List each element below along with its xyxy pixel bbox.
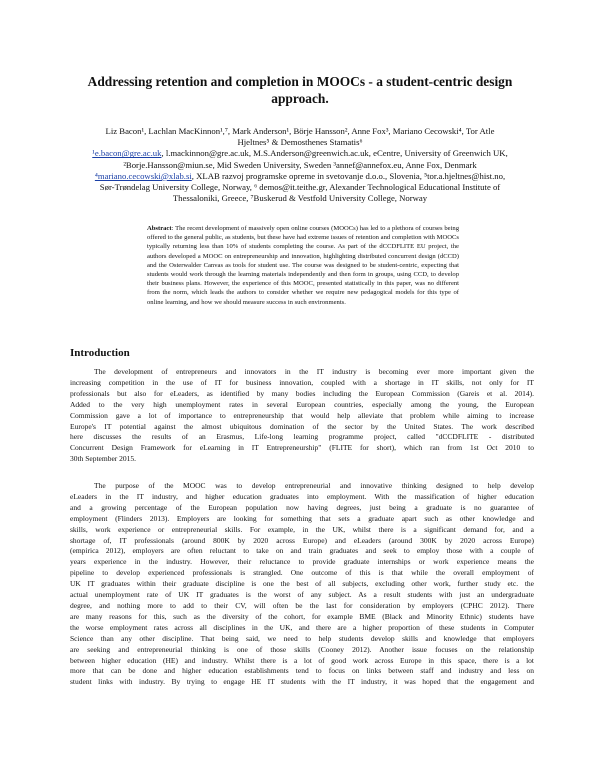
text-line: shortage of, IT professionals (around 800K by 2020 across Europe) and eLeaders (around 300K by 2020 across Europe)	[70, 535, 534, 545]
text-line: employment (Flinders 2013). Employers are looking for something that sets a graduate apart such as other knowledge and	[70, 513, 534, 523]
text-line: are seeking and entrepreneurial thinking is one of those skills (Cooney 2012). Another issue focuses on the relationship	[70, 644, 534, 654]
text-line: professionals but also for eLeaders, as identified by many bodies including the European Commission (Gareis et al. 2014).	[70, 388, 534, 398]
title-line: Addressing retention and completion in MOOCs - a student-centric design	[87, 74, 513, 89]
affiliation-line	[40, 171, 560, 182]
affiliation-text: , XLAB razvoj programske opreme in svetovanje d.o.o., Slovenia, ⁵tor.a.hjeltnes@hist.no,	[191, 170, 506, 181]
text-line: between higher education (HE) and industry. Whilst there is a lot of good work across Europe in this space, there is a lot	[70, 655, 534, 665]
title-line: approach.	[271, 91, 329, 106]
section-heading-introduction: Introduction	[70, 347, 130, 359]
text-line: eLeaders in the IT industry, and higher education graduates into employment. With the massification of higher education	[70, 491, 534, 501]
text-line: (empirica 2012), employers are often reluctant to take on and train graduates and seek to employ those with a couple of	[70, 546, 534, 556]
text-line: the worse employment rates across all disciplines in the UK, and there are a higher proportion of these students in Computer	[70, 622, 534, 632]
text-line: Added to the very high unemployment rates in several European countries, especially among the young, the European	[70, 399, 534, 409]
text-line: years experience in the industry. However, their reluctance to provide graduate internships or work experience means the	[70, 557, 534, 567]
author-line: Liz Bacon¹, Lachlan MacKinnon¹,⁷, Mark Anderson¹, Börje Hansson², Anne Fox³, Mariano Cecowski⁴, Tor Atle	[105, 126, 495, 136]
author-line: Hjeltnes⁵ & Demosthenes Stamatis⁶	[237, 137, 363, 148]
abstract-text: : The recent development of massively open online courses (MOOCs) has led to a plethora of courses being offered to the general public, as students, but these have had extreme issues of retention and completion with MOOCs typically returning less than 10% of students completing the course. As part of the dCCDFLITE EU project, the authors developed a MOOC on entrepreneurship and innovation, highlighting distributed concurrent design (dCCD) and the Osterwalder Canvas as tools for student use. The course was designed to be student-centric, expecting that students would work through the learning materials independently and then form in groups, using CCD, to develop their business plans. However, the experience of this MOOC, presented statistically in this paper, was no different from the norm, which leads the authors to consider whether we require new pedagogical models for this type of online learning, and how we should measure success in such environments.	[147, 225, 459, 306]
affiliation-line: Sør-Trøndelag University College, Norway, ⁶ demos@it.teithe.gr, Alexander Technological Educational Institute of	[99, 182, 501, 193]
affiliation-line: ²Borje.Hansson@miun.se, Mid Sweden University, Sweden ³annef@annefox.eu, Anne Fox, Denmark	[123, 159, 477, 170]
email-link[interactable]: ⁴mariano.cecowski@xlab.si	[94, 170, 192, 181]
text-line: Commission gave a lot of importance to entrepreneurship that would help alleviate that problem while aiming to increase	[70, 410, 534, 420]
text-line: and a growing percentage of the European population now having degrees, just being a graduate is no guarantee of	[70, 502, 534, 512]
text-line: more that can be done and higher education establishments tend to focus on links between staff and industry and less on	[70, 666, 534, 676]
text-line: Science than any other discipline. That being said, we need to help students develop skills and knowledge that employers	[70, 633, 534, 643]
paper-title	[70, 73, 530, 107]
body-paragraph	[70, 481, 534, 688]
author-block	[40, 126, 560, 204]
body-paragraph	[70, 367, 534, 465]
affiliation-line: Thessaloniki, Greece, ⁷Buskerud & Vestfold University College, Norway	[172, 193, 428, 204]
abstract	[147, 224, 459, 307]
text-line: here discusses the results of an Erasmus, Life-long learning programme project, called "dCCDFLITE - distributed	[70, 432, 534, 442]
text-line: degree, and nothing more to add to their CV, will often be the last for consideration by employers (CPHC 2012). There	[70, 600, 534, 610]
text-line: Concurrent Design Framework for eLearning in IT Entrepreneurship" (FLITE for short), which ran from 1st Oct 2010 to	[70, 443, 534, 453]
email-link[interactable]: ¹e.bacon@gre.ac.uk	[92, 148, 162, 159]
text-line: The development of entrepreneurs and innovators in the IT industry is becoming ever more important given the	[94, 367, 534, 376]
text-line: skills, work experience or entrepreneurial skills. For example, in the UK, whilst there is a significant demand for, and a	[70, 524, 534, 534]
text-line: Europe's IT potential against the almost ubiquitous domination of the sector by the United States. The work described	[70, 421, 534, 431]
text-line: increasing competition in the use of IT for business innovation, coupled with a shortage in IT skills, not only for IT	[70, 377, 534, 387]
text-line: pipeline to develop experienced professionals is strangled. One outcome of this is that while the overall employment of	[70, 568, 534, 578]
text-line: actual unemployment rate of UK IT graduates is the worst of any subject. As a result students with just an undergraduate	[70, 590, 534, 600]
abstract-label: Abstract	[147, 225, 172, 232]
text-line: are many reasons for this, such as the diversity of the cohort, for example BME (Black and Minority Ethnic) students have	[70, 611, 534, 621]
text-line: 30th September 2015.	[70, 454, 137, 464]
affiliation-line	[40, 148, 560, 159]
text-line: UK IT graduates within their graduate discipline is one the best of all subjects, excluding other work, further study etc. the	[70, 579, 534, 589]
affiliation-text: , l.mackinnon@gre.ac.uk, M.S.Anderson@greenwich.ac.uk, eCentre, University of Greenwich UK,	[161, 148, 508, 159]
text-line: The purpose of the MOOC was to develop entrepreneurial and innovative thinking designed to help develop	[94, 481, 534, 490]
text-line: student links with industry. By trying to engage HE IT students with the IT industry, it was hoped that the engagement and	[70, 677, 534, 687]
